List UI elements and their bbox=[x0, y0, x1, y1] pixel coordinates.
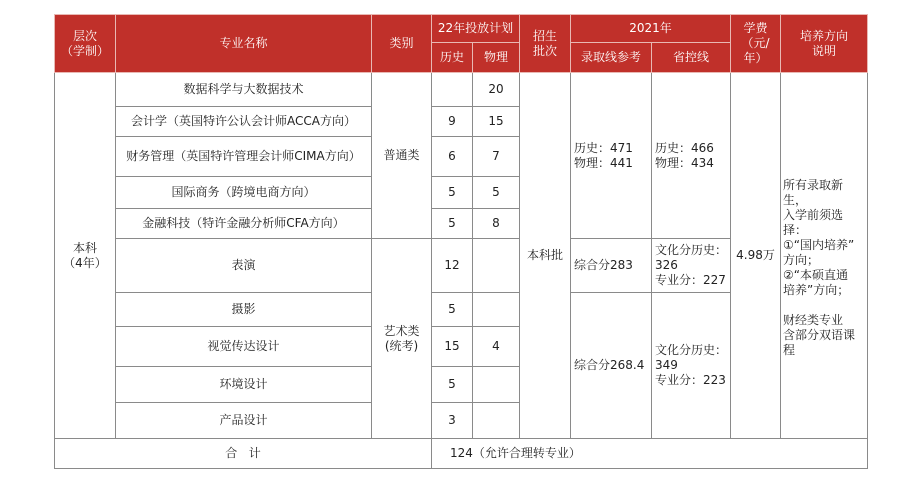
total-label: 合 计 bbox=[55, 439, 432, 469]
category-art-cell: 艺术类 (统考) bbox=[372, 239, 432, 439]
perform-province-line-cell: 文化分历史： 326 专业分：227 bbox=[652, 239, 731, 293]
physics-count-cell: 15 bbox=[473, 107, 520, 137]
header-tuition: 学费 （元/年） bbox=[731, 15, 781, 73]
total-row bbox=[55, 439, 868, 469]
major-cell: 数据科学与大数据技术 bbox=[116, 73, 372, 107]
physics-count-cell bbox=[473, 367, 520, 403]
history-count-cell: 5 bbox=[432, 367, 473, 403]
table-row bbox=[55, 73, 868, 107]
major-cell: 视觉传达设计 bbox=[116, 327, 372, 367]
header-batch: 招生 批次 bbox=[520, 15, 571, 73]
physics-count-cell: 7 bbox=[473, 137, 520, 177]
header-plan-2022: 22年投放计划 bbox=[432, 15, 520, 43]
header-history: 历史 bbox=[432, 43, 473, 73]
header-level: 层次 （学制） bbox=[55, 15, 116, 73]
history-count-cell: 5 bbox=[432, 177, 473, 209]
physics-count-cell bbox=[473, 239, 520, 293]
general-ref-line-cell: 历史：471 物理：441 bbox=[571, 73, 652, 239]
history-count-cell: 6 bbox=[432, 137, 473, 177]
header-category: 类别 bbox=[372, 15, 432, 73]
header-admission-ref: 录取线参考 bbox=[571, 43, 652, 73]
major-cell: 国际商务（跨境电商方向） bbox=[116, 177, 372, 209]
history-count-cell: 15 bbox=[432, 327, 473, 367]
physics-count-cell: 5 bbox=[473, 177, 520, 209]
category-general-cell: 普通类 bbox=[372, 73, 432, 239]
header-physics: 物理 bbox=[473, 43, 520, 73]
history-count-cell: 5 bbox=[432, 209, 473, 239]
header-province-line: 省控线 bbox=[652, 43, 731, 73]
history-count-cell bbox=[432, 73, 473, 107]
major-cell: 金融科技（特许金融分析师CFA方向） bbox=[116, 209, 372, 239]
major-cell: 表演 bbox=[116, 239, 372, 293]
history-count-cell: 5 bbox=[432, 293, 473, 327]
history-count-cell: 12 bbox=[432, 239, 473, 293]
physics-count-cell bbox=[473, 403, 520, 439]
design-province-line-cell: 文化分历史： 349 专业分：223 bbox=[652, 293, 731, 439]
tuition-cell: 4.98万 bbox=[731, 73, 781, 439]
header-direction: 培养方向 说明 bbox=[781, 15, 868, 73]
perform-ref-line-cell: 综合分283 bbox=[571, 239, 652, 293]
history-count-cell: 3 bbox=[432, 403, 473, 439]
major-cell: 产品设计 bbox=[116, 403, 372, 439]
physics-count-cell: 8 bbox=[473, 209, 520, 239]
total-value: 124（允许合理转专业） bbox=[432, 439, 868, 469]
header-major: 专业名称 bbox=[116, 15, 372, 73]
physics-count-cell bbox=[473, 293, 520, 327]
design-ref-line-cell: 综合分268.4 bbox=[571, 293, 652, 439]
direction-note-cell: 所有录取新生， 入学前须选择： ①“国内培养” 方向； ②“本硕直通 培养”方向； 财经类专业 含部分双语课 程 bbox=[781, 73, 868, 439]
general-province-line-cell: 历史：466 物理：434 bbox=[652, 73, 731, 239]
level-cell: 本科 （4年） bbox=[55, 73, 116, 439]
major-cell: 环境设计 bbox=[116, 367, 372, 403]
enrollment-plan-table-wrap bbox=[54, 14, 868, 469]
major-cell: 财务管理（英国特许管理会计师CIMA方向） bbox=[116, 137, 372, 177]
physics-count-cell: 4 bbox=[473, 327, 520, 367]
header-row-1 bbox=[55, 15, 868, 43]
physics-count-cell: 20 bbox=[473, 73, 520, 107]
major-cell: 摄影 bbox=[116, 293, 372, 327]
history-count-cell: 9 bbox=[432, 107, 473, 137]
batch-cell: 本科批 bbox=[520, 73, 571, 439]
header-year-2021: 2021年 bbox=[571, 15, 731, 43]
major-cell: 会计学（英国特许公认会计师ACCA方向） bbox=[116, 107, 372, 137]
enrollment-plan-table bbox=[54, 14, 868, 469]
